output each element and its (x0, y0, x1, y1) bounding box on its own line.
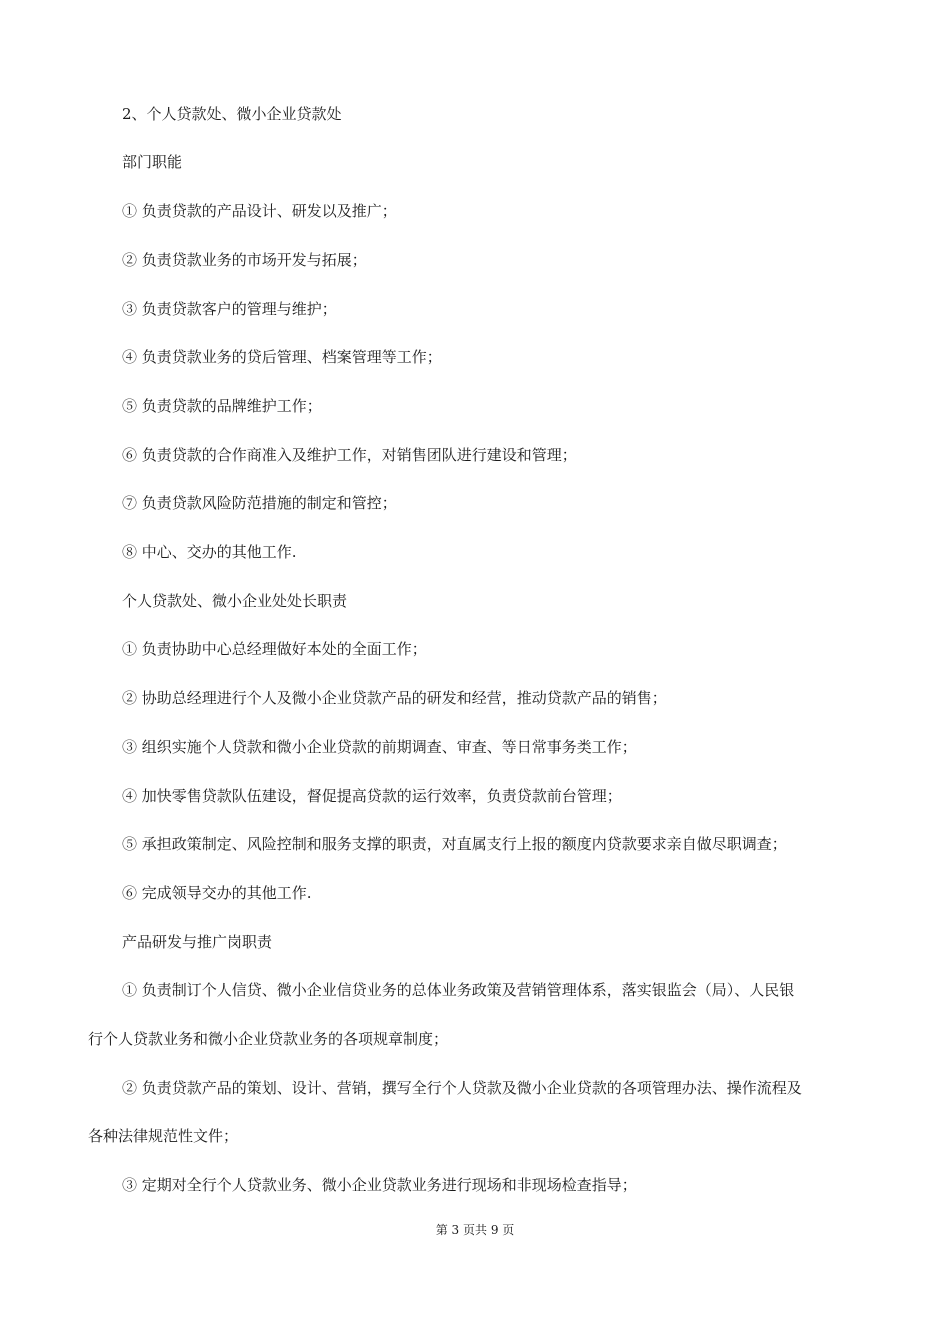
director-duty-item: ② 协助总经理进行个人及微小企业贷款产品的研发和经营，推动贷款产品的销售； (122, 689, 667, 707)
product-duty-item: ② 负责贷款产品的策划、设计、营销，撰写全行个人贷款及微小企业贷款的各项管理办法、操作流程及 (122, 1079, 802, 1097)
product-duty-item: ③ 定期对全行个人贷款业务、微小企业贷款业务进行现场和非现场检查指导； (122, 1176, 637, 1194)
dept-duty-item: ⑥ 负责贷款的合作商准入及维护工作，对销售团队进行建设和管理； (122, 446, 577, 464)
dept-duty-item: ① 负责贷款的产品设计、研发以及推广； (122, 202, 397, 220)
product-duty-continuation: 各种法律规范性文件； (88, 1127, 239, 1145)
product-duty-continuation: 行个人贷款业务和微小企业贷款业务的各项规章制度； (88, 1030, 449, 1048)
dept-duty-item: ⑧ 中心、交办的其他工作. (122, 543, 297, 561)
dept-duty-item: ③ 负责贷款客户的管理与维护； (122, 300, 337, 318)
director-duty-item: ⑤ 承担政策制定、风险控制和服务支撑的职责，对直属支行上报的额度内贷款要求亲自做尽职调查； (122, 835, 787, 853)
director-duty-item: ④ 加快零售贷款队伍建设，督促提高贷款的运行效率，负责贷款前台管理； (122, 787, 622, 805)
dept-duty-item: ⑤ 负责贷款的品牌维护工作； (122, 397, 322, 415)
product-duty-item: ① 负责制订个人信贷、微小企业信贷业务的总体业务政策及营销管理体系，落实银监会（局）、人民银 (122, 981, 795, 999)
section-heading: 2、个人贷款处、微小企业贷款处 (122, 105, 342, 123)
dept-duty-item: ⑦ 负责贷款风险防范措施的制定和管控； (122, 494, 397, 512)
dept-duty-item: ② 负责贷款业务的市场开发与拓展； (122, 251, 367, 269)
dept-duty-item: ④ 负责贷款业务的贷后管理、档案管理等工作； (122, 348, 442, 366)
dept-duties-title: 部门职能 (122, 153, 183, 171)
director-duty-item: ③ 组织实施个人贷款和微小企业贷款的前期调查、审查、等日常事务类工作； (122, 738, 637, 756)
director-duty-item: ⑥ 完成领导交办的其他工作. (122, 884, 312, 902)
director-duties-title: 个人贷款处、微小企业处处长职责 (122, 592, 348, 610)
director-duty-item: ① 负责协助中心总经理做好本处的全面工作； (122, 640, 427, 658)
page-footer: 第 3 页共 9 页 (435, 1223, 515, 1237)
product-duties-title: 产品研发与推广岗职责 (122, 933, 273, 951)
